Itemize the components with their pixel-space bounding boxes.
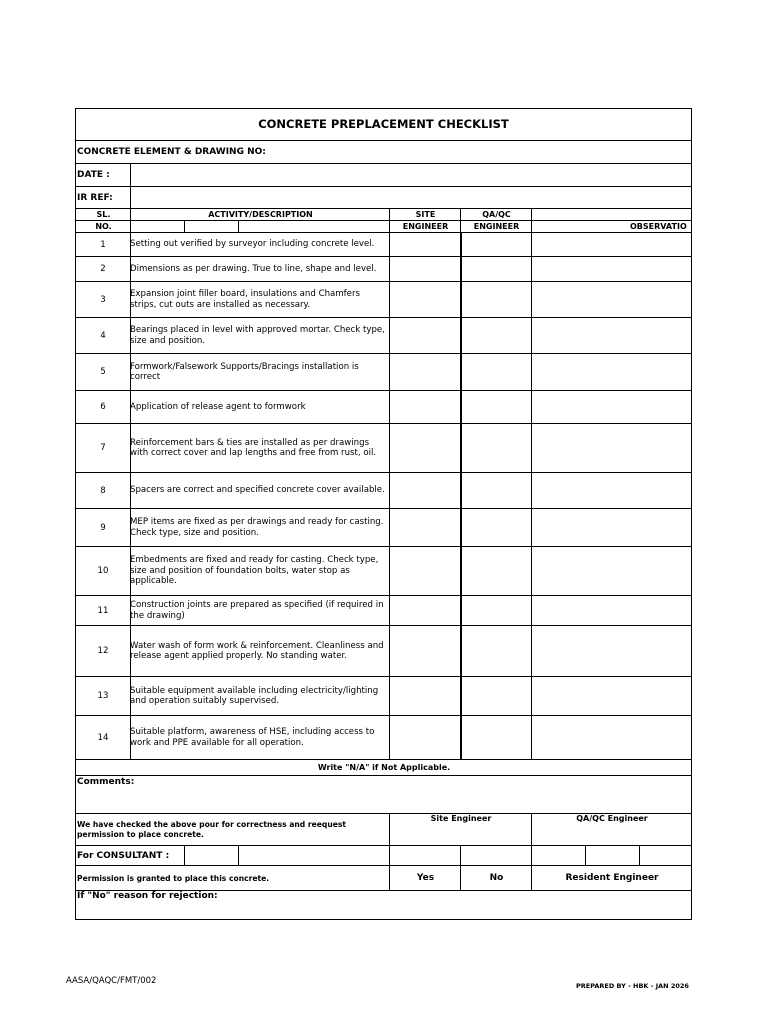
site-header-bottom: ENGINEER: [402, 222, 449, 231]
item-description: Reinforcement bars & ties are installed as per drawings with correct cover and lap lengths and free from rust, oil.: [130, 437, 377, 458]
site-engineer-check[interactable]: [390, 318, 460, 353]
table-row: [75, 473, 692, 509]
qa-header-bottom: ENGINEER: [473, 222, 520, 231]
rejection-label: If "No" reason for rejection:: [77, 891, 218, 901]
observation-cell[interactable]: [532, 677, 691, 715]
observation-cell[interactable]: [532, 391, 691, 423]
qaqc-engineer-check[interactable]: [461, 318, 531, 353]
table-row: [75, 509, 692, 547]
item-number: 8: [100, 485, 106, 496]
observation-header: OBSERVATIO: [630, 222, 687, 231]
item-number: 10: [97, 566, 109, 576]
site-engineer-check[interactable]: [390, 233, 460, 256]
element-label: CONCRETE ELEMENT & DRAWING NO:: [77, 147, 266, 157]
qaqc-engineer-sign[interactable]: QA/QC Engineer: [576, 814, 648, 823]
observation-cell[interactable]: [532, 318, 691, 353]
table-row: [75, 233, 692, 257]
item-description: Suitable platform, awareness of HSE, including access to work and PPE available for all operation.: [130, 727, 375, 748]
item-number: 2: [100, 264, 106, 274]
observation-cell[interactable]: [532, 354, 691, 390]
site-engineer-check[interactable]: [390, 596, 460, 625]
site-engineer-sign[interactable]: Site Engineer: [430, 814, 492, 823]
activity-header: ACTIVITY/DESCRIPTION: [208, 210, 313, 219]
item-number: 13: [97, 691, 109, 701]
checked-statement: We have checked the above pour for correctness and reequest permission to place concrete.: [77, 820, 347, 839]
site-engineer-check[interactable]: [390, 626, 460, 676]
table-row: [75, 391, 692, 424]
comments-row: [75, 776, 692, 814]
item-description: MEP items are fixed as per drawings and ready for casting. Check type, size and position.: [130, 517, 384, 538]
qaqc-engineer-check[interactable]: [461, 626, 531, 676]
header-row-top: [75, 209, 692, 221]
header-row-bottom: [75, 221, 692, 233]
ir-row: [75, 187, 692, 209]
site-engineer-check[interactable]: [390, 391, 460, 423]
qaqc-engineer-check[interactable]: [461, 424, 531, 472]
site-engineer-check[interactable]: [390, 509, 460, 546]
observation-cell[interactable]: [532, 424, 691, 472]
item-description: Water wash of form work & reinforcement. Cleanliness and release agent applied properly. No standing water.: [130, 640, 384, 661]
table-row: [75, 424, 692, 473]
item-number: 3: [100, 294, 106, 305]
item-description: Application of release agent to formwork: [130, 401, 306, 412]
item-description: Suitable equipment available including electricity/lighting and operation suitably supervised.: [130, 685, 379, 706]
yes-option[interactable]: Yes: [416, 873, 435, 883]
qaqc-engineer-check[interactable]: [461, 354, 531, 390]
item-description: Expansion joint filler board, insulations and Chamfers strips, cut outs are installed as necessary.: [130, 289, 360, 310]
qa-header-top: QA/QC: [482, 210, 511, 219]
qaqc-engineer-check[interactable]: [461, 473, 531, 508]
ir-label: IR REF:: [77, 192, 113, 203]
consultant-label: For CONSULTANT :: [77, 850, 170, 861]
qaqc-engineer-check[interactable]: [461, 677, 531, 715]
site-engineer-check[interactable]: [390, 473, 460, 508]
item-description: Embedments are fixed and ready for casting. Check type, size and position of foundation bolts, water stop as applicable.: [130, 555, 379, 587]
table-row: [75, 626, 692, 677]
qaqc-engineer-check[interactable]: [461, 233, 531, 256]
table-row: [75, 282, 692, 318]
site-engineer-check[interactable]: [390, 282, 460, 317]
item-number: 4: [100, 330, 106, 341]
item-number: 11: [97, 605, 109, 616]
table-row: [75, 716, 692, 760]
no-header: NO.: [95, 222, 112, 231]
item-number: 1: [100, 239, 106, 250]
qaqc-engineer-check[interactable]: [461, 596, 531, 625]
no-option[interactable]: No: [489, 873, 504, 883]
resident-engineer-sign[interactable]: Resident Engineer: [565, 873, 659, 883]
comments-label: Comments:: [77, 777, 135, 787]
item-number: 7: [100, 443, 106, 453]
date-field[interactable]: [131, 164, 691, 186]
checklist-form: [75, 108, 692, 920]
permission-text: Permission is granted to place this concrete.: [77, 873, 270, 883]
observation-cell[interactable]: [532, 257, 691, 281]
qaqc-engineer-check[interactable]: [461, 257, 531, 281]
page-title: CONCRETE PREPLACEMENT CHECKLIST: [258, 117, 509, 131]
checked-row: [75, 814, 692, 846]
item-description: Setting out verified by surveyor including concrete level.: [130, 239, 375, 250]
item-number: 5: [100, 367, 106, 377]
qaqc-engineer-check[interactable]: [461, 547, 531, 595]
item-number: 14: [97, 732, 109, 743]
title-row: [75, 108, 692, 141]
prepared-by: PREPARED BY - HBK - JAN 2026: [576, 982, 689, 990]
item-description: Formwork/Falsework Supports/Bracings installation is correct: [130, 361, 359, 382]
observation-cell[interactable]: [532, 596, 691, 625]
item-number: 6: [100, 402, 106, 412]
site-engineer-check[interactable]: [390, 677, 460, 715]
date-label: DATE :: [77, 170, 110, 180]
observation-cell[interactable]: [532, 509, 691, 546]
date-row: [75, 164, 692, 187]
item-number: 9: [100, 522, 106, 533]
item-number: 12: [97, 646, 109, 656]
rejection-row: [75, 891, 692, 920]
table-row: [75, 257, 692, 282]
note-row: [75, 760, 692, 776]
item-description: Spacers are correct and specified concrete cover available.: [130, 485, 385, 496]
qaqc-engineer-check[interactable]: [461, 391, 531, 423]
item-description: Dimensions as per drawing. True to line, shape and level.: [130, 263, 377, 274]
table-row: [75, 547, 692, 596]
table-row: [75, 318, 692, 354]
qaqc-engineer-check[interactable]: [461, 716, 531, 759]
na-note: Write "N/A" if Not Applicable.: [317, 763, 451, 772]
observation-cell[interactable]: [532, 547, 691, 595]
sl-header: SL.: [96, 210, 111, 219]
ir-field[interactable]: [131, 187, 691, 208]
observation-cell[interactable]: [532, 626, 691, 676]
observation-cell[interactable]: [532, 282, 691, 317]
form-code: AASA/QAQC/FMT/002: [66, 976, 157, 986]
site-engineer-check[interactable]: [390, 354, 460, 390]
item-description: Construction joints are prepared as specified (if required in the drawing): [130, 600, 384, 621]
site-header-top: SITE: [415, 210, 436, 219]
site-engineer-check[interactable]: [390, 424, 460, 472]
table-row: [75, 596, 692, 626]
permission-row: [75, 866, 692, 891]
site-engineer-check[interactable]: [390, 716, 460, 759]
consultant-row: [75, 846, 692, 866]
observation-cell[interactable]: [532, 716, 691, 759]
table-row: [75, 677, 692, 716]
observation-cell[interactable]: [532, 473, 691, 508]
qaqc-engineer-check[interactable]: [461, 509, 531, 546]
qaqc-engineer-check[interactable]: [461, 282, 531, 317]
element-row: [75, 141, 692, 164]
site-engineer-check[interactable]: [390, 547, 460, 595]
item-description: Bearings placed in level with approved mortar. Check type, size and position.: [130, 325, 385, 346]
observation-cell[interactable]: [532, 233, 691, 256]
table-row: [75, 354, 692, 391]
site-engineer-check[interactable]: [390, 257, 460, 281]
items-list: [75, 233, 692, 760]
